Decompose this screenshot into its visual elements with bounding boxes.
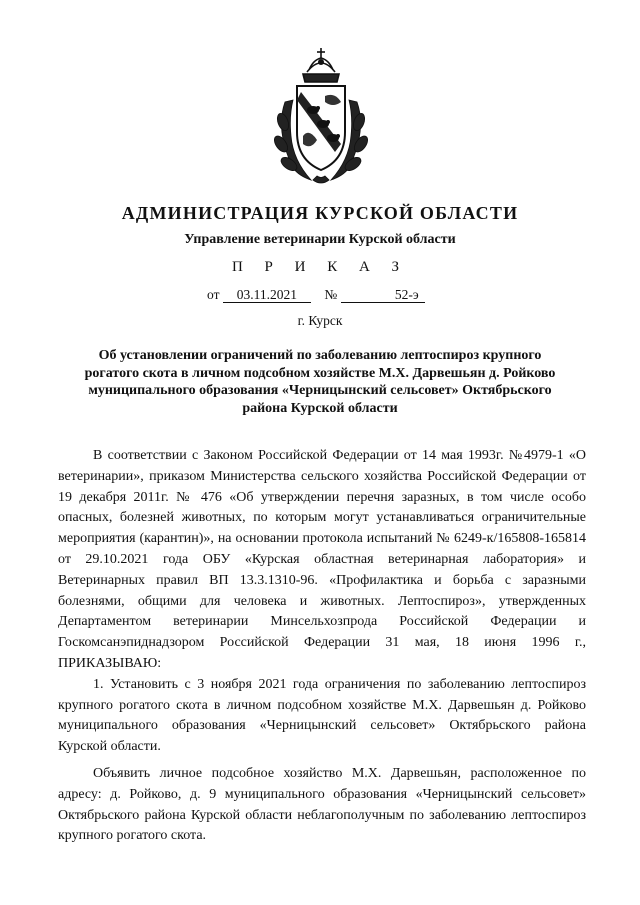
order-title: Об установлении ограничений по заболеванию лептоспироз крупного рогатого скота в личном подсобном хозяйстве М.Х. Дарвешьян д. Ройково муниципального образования «Черницынский сельсовет» Октябрьского района Курской области xyxy=(84,348,556,416)
order-date: 03.11.2021 xyxy=(223,288,311,303)
city: г. Курск xyxy=(297,313,343,328)
date-number-line xyxy=(207,287,425,303)
number-prefix: № xyxy=(324,287,338,302)
date-prefix: от xyxy=(207,287,220,302)
order-body xyxy=(58,446,586,847)
kursk-coat-of-arms-icon xyxy=(263,40,379,190)
organization-name: АДМИНИСТРАЦИЯ КУРСКОЙ ОБЛАСТИ xyxy=(121,203,519,223)
department-name: Управление ветеринарии Курской области xyxy=(184,232,456,247)
order-number: 52-э xyxy=(341,288,425,303)
paragraph-declaration: Объявить личное подсобное хозяйство М.Х. Дарвешьян, расположенное по адресу: д. Ройково, д. 9 муниципального образования «Черницынский сельсовет» Октябрьского района Курской области неблагополучным по заболеванию лептоспироз крупного рогатого скота. xyxy=(58,765,586,844)
document-type: П Р И К А З xyxy=(231,259,409,275)
paragraph-item-1: 1. Установить с 3 ноября 2021 года ограничения по заболеванию лептоспироз крупного рогатого скота в личном подсобном хозяйстве М.Х. Дарвешьян д. Ройково муниципального образования «Черницынский сельсовет» Октябрьского района Курской области. xyxy=(58,676,586,755)
paragraph-preamble: В соответствии с Законом Российской Федерации от 14 мая 1993г. №4979-1 «О ветеринарии», приказом Министерства сельского хозяйства Российской Федерации от 19 декабря 2011г. № 476 «Об утверждении перечня заразных, в том числе особо опасных, болезней животных, по которым могут устанавливаться ограничительные мероприятия (карантин)», на основании протокола испытаний № 6249-к/165808-165814 от 29.10.2021 года ОБУ «Курская областная ветеринарная лаборатория» и Ветеринарных правил ВП 13.3.1310-96. «Профилактика и борьба с заразными болезнями, общими для человека и животных. Лептоспироз», утвержденных Департаментом ветеринарии Минсельхозпрода Российской Федерации и Госкомсанэпиднадзором Российской Федерации 31 мая, 18 июня 1996 г., ПРИКАЗЫВАЮ: xyxy=(58,448,586,671)
